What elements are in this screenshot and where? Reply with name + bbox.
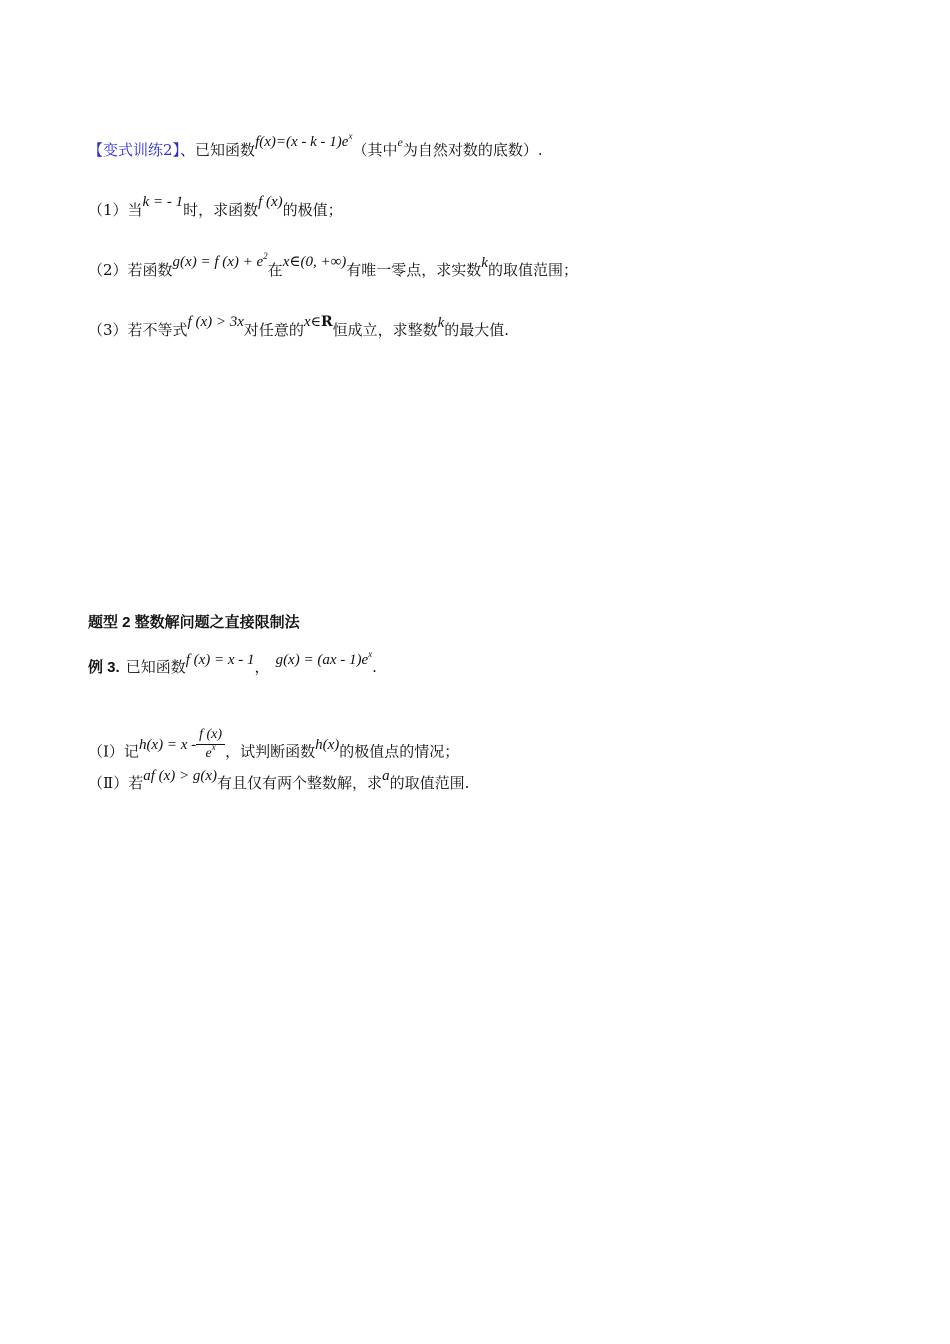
q1-suffix: 的极值； <box>282 201 343 219</box>
part2-mid: 有且仅有两个整数解，求 <box>217 774 383 792</box>
q3-prefix: （3）若不等式 <box>88 321 188 339</box>
example-intro: 已知函数 <box>125 658 186 676</box>
part1-mid: ，试判断函数 <box>225 742 316 761</box>
q2-mid: 在 <box>267 261 283 279</box>
part1-h-lhs: h(x) = x - <box>138 736 197 753</box>
q1-mid: 时，求函数 <box>183 201 259 219</box>
part2-inequality: af (x) > g(x) <box>143 768 218 784</box>
q1-prefix: （1）当 <box>88 201 143 219</box>
part1-suffix: 的极值点的情况； <box>339 742 460 761</box>
question-2-line <box>88 251 578 282</box>
example-3-line <box>88 649 377 679</box>
part-2-line <box>88 768 470 794</box>
variant-note-suffix: 为自然对数的底数）. <box>402 141 543 159</box>
variant-heading: 【变式训练2】 <box>88 141 181 159</box>
part1-h: h(x) <box>315 736 340 753</box>
q1-function: f (x) <box>258 194 283 210</box>
q3-mid: 对任意的 <box>243 321 304 339</box>
part2-suffix: 的取值范围. <box>389 774 470 792</box>
part2-a: a <box>382 768 390 784</box>
variant-note-prefix: （其中 <box>352 141 398 159</box>
question-1-line <box>88 194 343 221</box>
part1-prefix: （Ⅰ）记 <box>88 742 139 761</box>
variant-function-formula: $f(x)=(x - k - 1)e^x$ <box>255 131 353 150</box>
q3-k: k <box>437 315 445 331</box>
q3-suffix-2: 的最大值. <box>444 321 510 339</box>
part2-prefix: （Ⅱ）若 <box>88 774 144 792</box>
example-f-formula: f (x) = x - 1 <box>185 652 255 668</box>
q3-inequality: f (x) > 3x <box>187 314 244 330</box>
question-3-line <box>88 314 510 341</box>
q2-domain: x∈(0, +∞) <box>282 254 347 270</box>
variant-note-e: e <box>397 135 403 149</box>
q2-suffix-2: 的取值范围； <box>487 261 578 279</box>
part1-h-fraction: $\frac{f (x)}{e^x}$ <box>196 726 225 763</box>
example-g-formula: $g(x) = (ax - 1)e^x$ <box>275 649 373 668</box>
q2-function: g(x) = f $(x) + e^2$ <box>172 251 268 270</box>
q2-suffix-1: 有唯一零点，求实数 <box>346 261 482 279</box>
part-1-line <box>88 727 460 771</box>
q3-suffix-1: 恒成立，求整数 <box>332 321 438 339</box>
example-end: . <box>372 658 377 676</box>
example-separator: ， <box>254 658 270 676</box>
variant-intro-text: 、已知函数 <box>180 141 256 159</box>
q1-condition: k = - 1 <box>142 194 184 210</box>
section-title: 题型 2 整数解问题之直接限制法 <box>88 614 300 631</box>
q2-prefix: （2）若函数 <box>88 261 173 279</box>
q3-domain: x∈R <box>303 314 333 330</box>
q2-k: k <box>481 255 488 271</box>
variant-intro-line <box>88 131 543 162</box>
example-label: 例 3. <box>88 659 120 676</box>
